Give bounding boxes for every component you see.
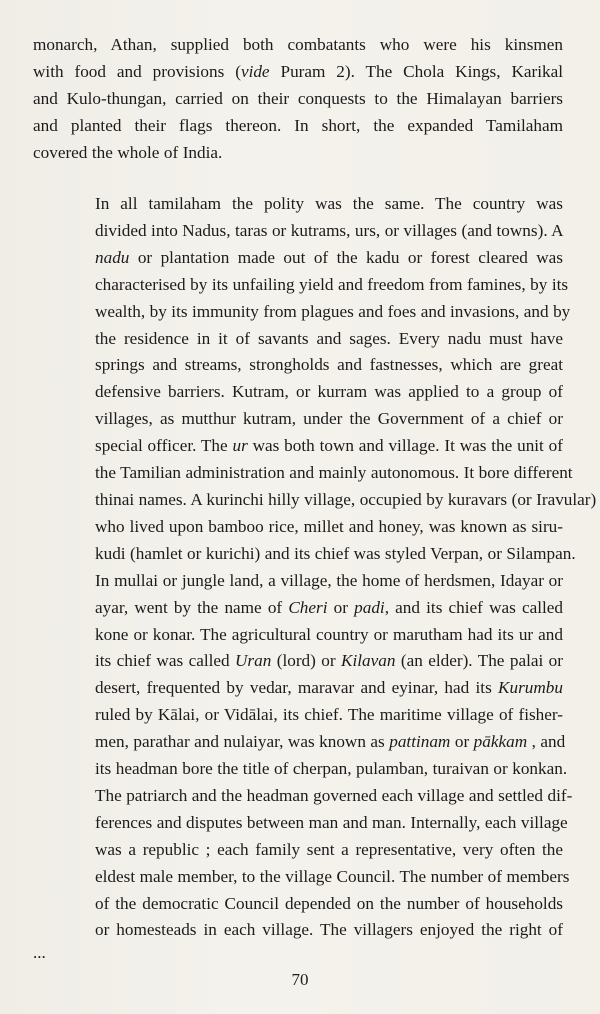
- text-line: defensive barriers. Kutram, or kurram was applied to a group of: [95, 382, 563, 402]
- italic-term: nadu: [95, 247, 130, 267]
- text-line: thinai names. A kurinchi hilly village, occupied by kuravars (or Iravular): [95, 489, 597, 509]
- italic-term: ur: [232, 436, 248, 456]
- paragraph-2: [33, 191, 597, 944]
- text-line: men, parathar and nulaiyar, was known as pattinam or pākkam , and: [95, 732, 566, 752]
- text-line: covered the whole of India.: [33, 142, 223, 162]
- text-line: characterised by its unfailing yield and freedom from famines, by its: [95, 274, 569, 294]
- italic-term: Uran: [235, 651, 272, 671]
- text-line: its chief was called Uran (lord) or Kilavan (an elder). The palai or: [95, 651, 563, 671]
- text-line: with food and provisions (vide Puram 2). The Chola Kings, Karikal: [33, 61, 563, 81]
- italic-term: Kilavan: [341, 651, 396, 671]
- text-line: villages, as mutthur kutram, under the Government of a chief or: [95, 409, 563, 429]
- text-line: ferences and disputes between man and man. Internally, each village: [95, 812, 568, 832]
- text-line: and planted their flags thereon. In short, the expanded Tamilaham: [33, 115, 563, 135]
- text-line: kone or konar. The agricultural country or marutham had its ur and: [95, 624, 563, 644]
- text-line: In all tamilaham the polity was the same. The country was: [95, 194, 563, 213]
- text-line: eldest male member, to the village Council. The number of members: [95, 866, 570, 886]
- text-line: kudi (hamlet or kurichi) and its chief was styled Verpan, or Silampan.: [95, 543, 576, 563]
- text-line: desert, frequented by vedar, maravar and eyinar, had its Kurumbu: [95, 678, 563, 698]
- text-line: monarch, Athan, supplied both combatants who were his kinsmen: [33, 35, 563, 54]
- text-line: special officer. The ur was both town and village. It was the unit of: [95, 436, 563, 456]
- continuation-ellipsis: ...: [33, 943, 46, 962]
- text-line: the residence in it of savants and sages. Every nadu must have: [95, 328, 563, 348]
- text-line: springs and streams, strongholds and fastnesses, which are great: [95, 355, 563, 375]
- text-line: the Tamilian administration and mainly autonomous. It bore different: [95, 463, 573, 483]
- paragraph-1: [33, 32, 563, 167]
- text-line: or homesteads in each village. The villagers enjoyed the right of: [95, 920, 563, 940]
- italic-term: pākkam: [473, 732, 528, 752]
- text-line: ayar, went by the name of Cheri or padi, and its chief was called: [95, 597, 564, 617]
- text-line: nadu or plantation made out of the kadu or forest cleared was: [95, 247, 563, 267]
- text-line: divided into Nadus, taras or kutrams, urs, or villages (and towns). A: [95, 220, 564, 240]
- text-line: of the democratic Council depended on the number of households: [95, 893, 563, 913]
- text-line: wealth, by its immunity from plagues and foes and invasions, and by: [95, 301, 571, 321]
- text-line: The patriarch and the headman governed each village and settled dif-: [95, 785, 573, 805]
- text-line: who lived upon bamboo rice, millet and honey, was known as siru-: [95, 516, 563, 536]
- page-number: 70: [291, 970, 309, 989]
- italic-term: vide: [240, 61, 270, 81]
- italic-term: Cheri: [288, 597, 328, 617]
- italic-term: pattinam: [389, 732, 451, 752]
- text-line: ruled by Kālai, or Vidālai, its chief. The maritime village of fisher-: [95, 705, 563, 725]
- italic-term: padi: [354, 597, 385, 617]
- text-line: its headman bore the title of cherpan, pulamban, turaivan or konkan.: [95, 759, 568, 779]
- italic-term: Kurumbu: [498, 678, 563, 698]
- text-line: was a republic ; each family sent a representative, very often the: [95, 839, 563, 859]
- text-line: and Kulo-thungan, carried on their conquests to the Himalayan barriers: [33, 88, 563, 108]
- text-line: In mullai or jungle land, a village, the home of herdsmen, Idayar or: [95, 570, 563, 590]
